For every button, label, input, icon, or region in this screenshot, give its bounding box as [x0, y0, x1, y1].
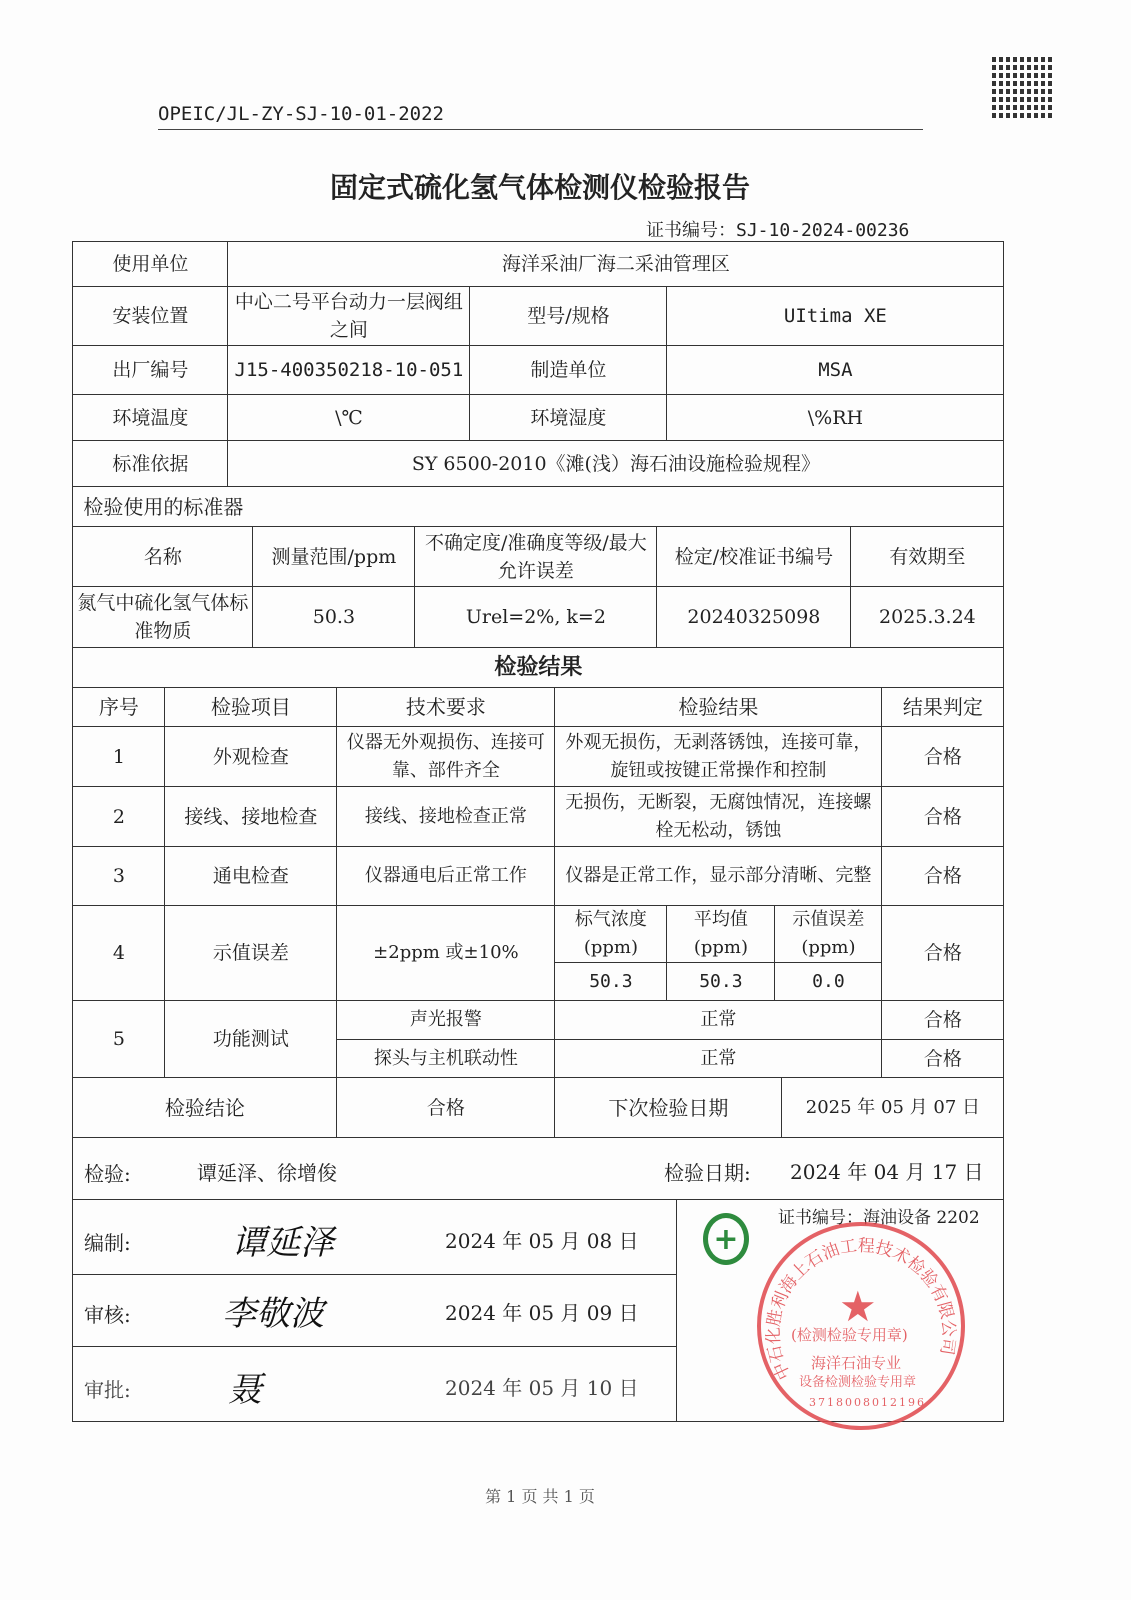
row4-avg-value: 50.3	[666, 962, 775, 1001]
results-header-verdict: 结果判定	[881, 687, 1004, 727]
compile-date: 2024 年 05 月 08 日	[445, 1229, 639, 1253]
row4-verdict: 合格	[881, 905, 1004, 1001]
seal-line1: 海洋石油专业	[811, 1354, 902, 1372]
row3-result: 仪器是正常工作，显示部分清晰、完整	[554, 846, 882, 906]
certificate-number: 证书编号：SJ-10-2024-00236	[646, 220, 910, 241]
location-label: 安装位置	[72, 286, 228, 346]
standard-value: SY 6500-2010《滩(浅）海石油设施检验规程》	[227, 440, 1004, 487]
conclusion-value: 合格	[336, 1077, 555, 1138]
std-uncertainty: Urel=2%, k=2	[414, 586, 657, 648]
row1-verdict: 合格	[881, 726, 1004, 787]
row4-sub-header-error: 示值误差(ppm)	[774, 905, 882, 963]
std-valid-until: 2025.3.24	[850, 586, 1004, 648]
seal-star-icon: ★	[839, 1282, 877, 1331]
row1-item: 外观检查	[164, 726, 337, 787]
results-header-item: 检验项目	[164, 687, 337, 727]
serial-label: 出厂编号	[72, 345, 228, 395]
row1-result: 外观无损伤，无剥落锈蚀，连接可靠，旋钮或按键正常操作和控制	[554, 726, 882, 787]
qr-code-icon	[992, 56, 1054, 118]
seal-line2: 设备检测检验专用章	[799, 1375, 917, 1390]
row3-req: 仪器通电后正常工作	[336, 846, 555, 906]
approve-label: 审批:	[84, 1378, 131, 1402]
results-header-req: 技术要求	[336, 687, 555, 727]
row4-sub-header-conc: 标气浓度(ppm)	[554, 905, 667, 963]
page-footer: 第 1 页 共 1 页	[485, 1487, 595, 1506]
row5b-verdict: 合格	[881, 1039, 1004, 1078]
humidity-value: \%RH	[666, 394, 1004, 441]
row5a-result: 正常	[554, 1000, 882, 1040]
maker-value: MSA	[666, 345, 1004, 395]
row2-verdict: 合格	[881, 786, 1004, 847]
conclusion-label: 检验结论	[72, 1077, 337, 1138]
std-header-valid: 有效期至	[850, 526, 1004, 587]
maker-label: 制造单位	[469, 345, 667, 395]
row5a-verdict: 合格	[881, 1000, 1004, 1040]
seal-number: 3718008012196	[809, 1396, 926, 1409]
seal-cert-number: 证书编号：海油设备 2202	[778, 1208, 980, 1228]
row4-item: 示值误差	[164, 905, 337, 1001]
std-cert-no: 20240325098	[656, 586, 851, 648]
std-header-range: 测量范围/ppm	[252, 526, 415, 587]
row2-no: 2	[72, 786, 165, 847]
approve-signature: 聂	[228, 1370, 262, 1410]
row5a-req: 声光报警	[336, 1000, 555, 1040]
user-label: 使用单位	[72, 241, 228, 287]
model-label: 型号/规格	[469, 286, 667, 346]
next-date-label: 下次检验日期	[554, 1077, 782, 1138]
approve-date: 2024 年 05 月 10 日	[445, 1376, 639, 1400]
row5b-result: 正常	[554, 1039, 882, 1078]
header-rule	[158, 129, 923, 130]
row5b-req: 探头与主机联动性	[336, 1039, 555, 1078]
inspectors: 谭延泽、徐增俊	[197, 1161, 337, 1185]
standard-label: 标准依据	[72, 440, 228, 487]
std-equipment-heading: 检验使用的标准器	[72, 486, 1004, 527]
std-header-name: 名称	[72, 526, 253, 587]
humidity-label: 环境湿度	[469, 394, 667, 441]
row4-sub-header-avg: 平均值(ppm)	[666, 905, 775, 963]
row4-conc-value: 50.3	[554, 962, 667, 1001]
row2-result: 无损伤，无断裂，无腐蚀情况，连接螺栓无松动，锈蚀	[554, 786, 882, 847]
next-date-value: 2025 年 05 月 07 日	[781, 1077, 1004, 1138]
results-header-result: 检验结果	[554, 687, 882, 727]
row5-item: 功能测试	[164, 1000, 337, 1078]
inspection-date: 2024 年 04 月 17 日	[790, 1160, 984, 1184]
seal-center-text: (检测检验专用章)	[791, 1326, 908, 1344]
serial-value: J15-400350218-10-051	[227, 345, 470, 395]
row1-no: 1	[72, 726, 165, 787]
document-code: OPEIC/JL-ZY-SJ-10-01-2022	[158, 103, 444, 125]
location-value: 中心二号平台动力一层阀组之间	[227, 286, 470, 346]
row5-no: 5	[72, 1000, 165, 1078]
review-label: 审核:	[84, 1303, 131, 1327]
temp-value: \℃	[227, 394, 470, 441]
review-signature: 李敬波	[222, 1294, 324, 1334]
std-header-cert: 检定/校准证书编号	[656, 526, 851, 587]
row1-req: 仪器无外观损伤、连接可靠、部件齐全	[336, 726, 555, 787]
review-date: 2024 年 05 月 09 日	[445, 1301, 639, 1325]
results-header-no: 序号	[72, 687, 165, 727]
row2-req: 接线、接地检查正常	[336, 786, 555, 847]
model-value: UItima XE	[666, 286, 1004, 346]
inspection-logo-icon: +	[703, 1213, 749, 1265]
row4-no: 4	[72, 905, 165, 1001]
svg-text:中石化胜利海上石油工程技术检验有限公司: 中石化胜利海上石油工程技术检验有限公司	[763, 1235, 959, 1383]
std-header-uncertainty: 不确定度/准确度等级/最大允许误差	[414, 526, 657, 587]
compile-label: 编制:	[84, 1231, 131, 1255]
row3-no: 3	[72, 846, 165, 906]
row3-verdict: 合格	[881, 846, 1004, 906]
row2-item: 接线、接地检查	[164, 786, 337, 847]
results-heading: 检验结果	[72, 647, 1004, 688]
inspection-date-label: 检验日期:	[664, 1161, 751, 1185]
compile-signature: 谭延泽	[232, 1223, 334, 1263]
temp-label: 环境温度	[72, 394, 228, 441]
row4-error-value: 0.0	[774, 962, 882, 1001]
row4-req: ±2ppm 或±10%	[336, 905, 555, 1001]
row3-item: 通电检查	[164, 846, 337, 906]
report-title: 固定式硫化氢气体检测仪检验报告	[329, 171, 750, 204]
inspection-label: 检验:	[84, 1162, 131, 1186]
official-seal	[757, 1222, 965, 1430]
user-value: 海洋采油厂海二采油管理区	[227, 241, 1004, 287]
std-name: 氮气中硫化氢气体标准物质	[72, 586, 253, 648]
std-range: 50.3	[252, 586, 415, 648]
